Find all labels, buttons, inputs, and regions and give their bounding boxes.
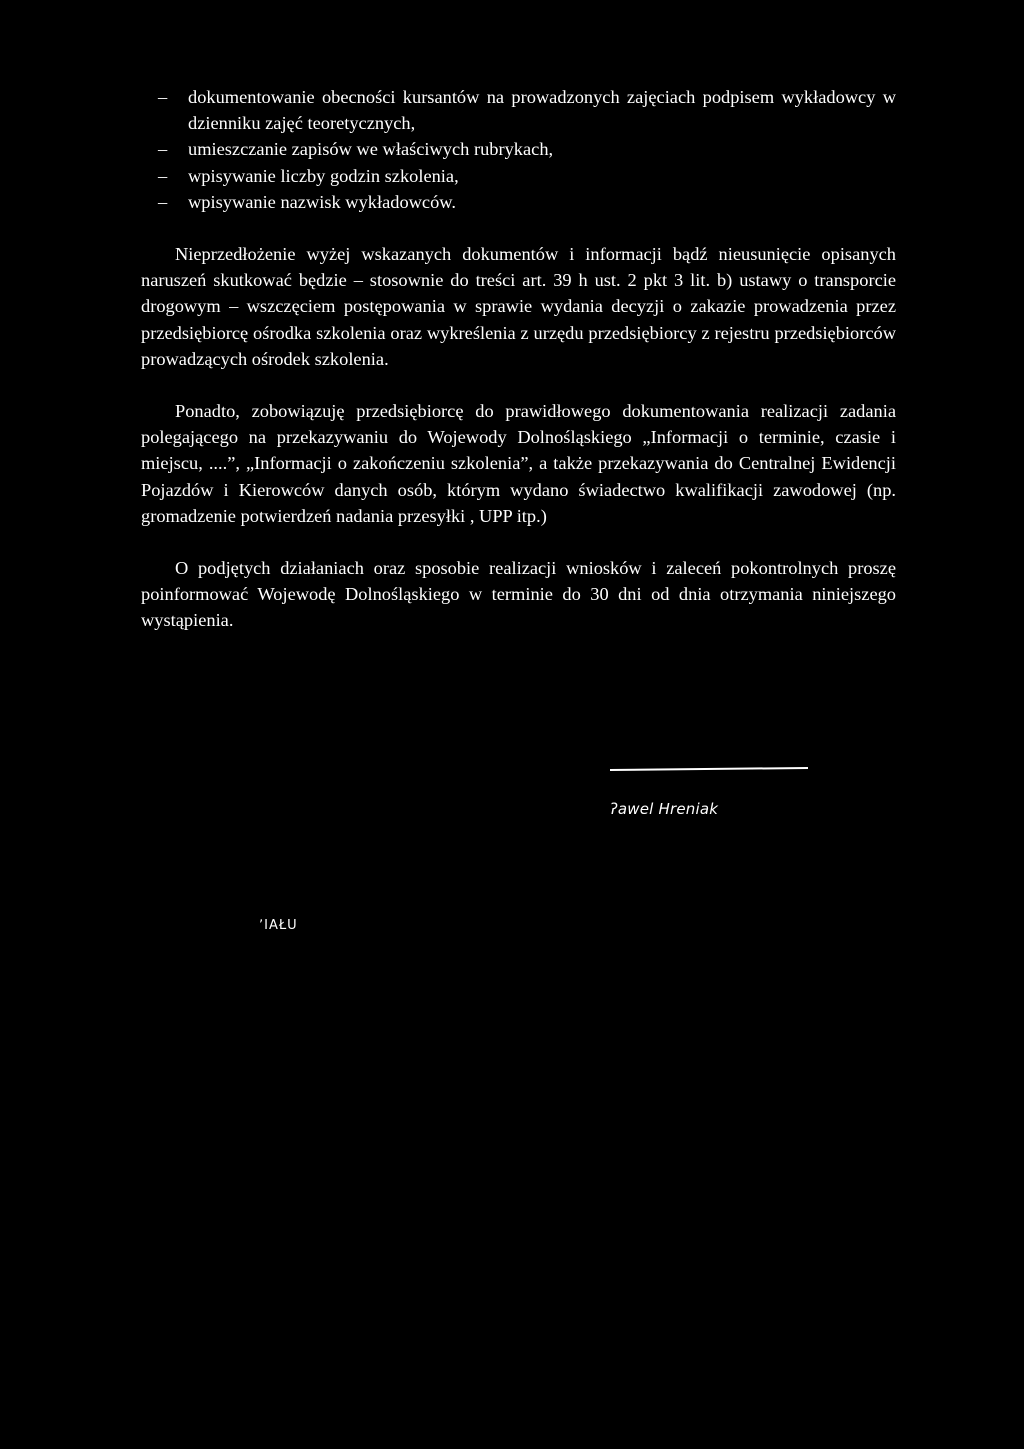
list-item [141, 189, 896, 215]
list-item-text: dokumentowanie obecności kursantów na prowadzonych zajęciach podpisem wykładowcy w dzienniku zajęć teoretycznych, [188, 87, 896, 134]
dash-marker: – [158, 191, 168, 212]
paragraph-report-request: O podjętych działaniach oraz sposobie realizacji wniosków i zaleceń pokontrolnych proszę poinformować Wojewodę Dolnośląskiego w terminie do 30 dni od dnia otrzymania niniejszego wystąpienia. [141, 558, 896, 631]
dash-marker: – [158, 139, 168, 160]
dash-marker: – [158, 165, 168, 186]
list-item-text: umieszczanie zapisów we właściwych rubrykach, [188, 139, 554, 160]
list-item [141, 84, 896, 136]
signature-name: ʔawel Hreniak [610, 800, 719, 818]
signature-line [610, 767, 808, 771]
dash-marker: – [158, 87, 168, 107]
paragraph-consequences: Nieprzedłożenie wyżej wskazanych dokumentów i informacji bądź nieusunięcie opisanych naruszeń skutkować będzie – stosownie do treści art. 39 h ust. 2 pkt 3 lit. b) ustawy o transporcie drogowym – wszczęciem postępowania w sprawie wydania decyzji o zakazie prowadzenia przez przedsiębiorcę ośrodka szkolenia oraz wykreślenia z urzędu przedsiębiorcy z rejestru przedsiębiorców prowadzących ośrodek szkolenia. [141, 244, 896, 369]
list-item-text: wpisywanie liczby godzin szkolenia, [188, 165, 459, 186]
stamp-fragment: ʼIAŁU [259, 918, 298, 933]
list-item [141, 136, 896, 162]
document-body [141, 84, 896, 634]
list-item-text: wpisywanie nazwisk wykładowców. [188, 191, 456, 212]
paragraph-obligations: Ponadto, zobowiązuję przedsiębiorcę do prawidłowego dokumentowania realizacji zadania polegającego na przekazywaniu do Wojewody Dolnośląskiego „Informacji o terminie, czasie i miejscu, ....”, „Informacji o zakończeniu szkolenia”, a także przekazywania do Centralnej Ewidencji Pojazdów i Kierowców danych osób, którym wydano świadectwo kwalifikacji zawodowej (np. gromadzenie potwierdzeń nadania przesyłki , UPP itp.) [141, 401, 896, 526]
list-item [141, 163, 896, 189]
bullet-list [141, 84, 896, 215]
